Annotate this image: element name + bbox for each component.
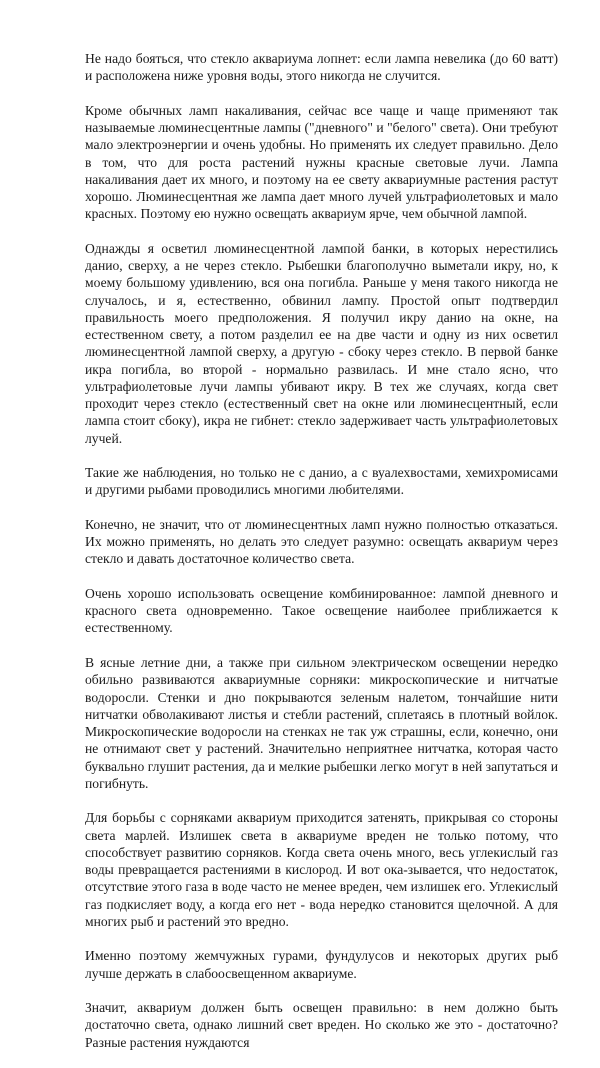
paragraph-3: Однажды я осветил люминесцентной лампой банки, в которых нерестились данио, сверху, а не через стекло. Рыбешки благополучно выметали икру, но, к моему большому удивлению, вся она погибла. Раньше у меня такого никогда не случалось, и я, естественно, обвинил лампу. Простой опыт подтвердил правильность моего предположения. Я получил икру данио на окне, на естественном свету, а потом разделил ее на две части и одну из них осветил люминесцентной лампой сверху, а другую - сбоку через стекло. В первой банке икра погибла, во второй - нормально развилась. И мне стало ясно, что ультрафиолетовые лучи лампы убивают икру. В тех же случаях, когда свет проходит через стекло (естественный свет на окне или люминесцентный, если лампа стоит сбоку), икра не гибнет: стекло задерживает часть ультрафиолетовых лучей.	[85, 240, 558, 446]
paragraph-4: Такие же наблюдения, но только не с данио, а с вуалехвостами, хемихромисами и другими рыбами проводились многими любителями.	[85, 465, 558, 498]
paragraph-8: Для борьбы с сорняками аквариум приходится затенять, прикрывая со стороны света марлей. Излишек света в аквариуме вреден не только потому, что способствует развитию сорняков. Когда света очень много, весь углекислый газ воды превращается растениями в кислород. И вот ока-зывается, что недостаток, отсутствие этого газа в воде часто не менее вреден, чем излишек его. Углекислый газ подкисляет воду, а когда его нет - вода нередко становится щелочной. А для многих рыб и растений это вредно.	[85, 810, 558, 929]
document-page	[85, 50, 558, 1068]
paragraph-5: Конечно, не значит, что от люминесцентных ламп нужно полностью отказаться. Их можно применять, но делать это следует разумно: освещать аквариум через стекло и давать достаточное количество света.	[85, 516, 558, 567]
paragraph-2: Кроме обычных ламп накаливания, сейчас все чаще и чаще применяют так называемые люминесцентные лампы ("дневного" и "белого" света). Они требуют мало электроэнергии и очень удобны. Но применять их следует правильно. Дело в том, что для роста растений нужны красные световые лучи. Лампа накаливания дает их много, и поэтому на ее свету аквариумные растения растут хорошо. Люминесцентная же лампа дает много лучей ультрафиолетовых и мало красных. Поэтому ею нужно освещать аквариум ярче, чем обычной лампой.	[85, 102, 558, 222]
paragraph-9: Именно поэтому жемчужных гурами, фундулусов и некоторых других рыб лучше держать в слабоосвещенном аквариуме.	[85, 948, 558, 981]
paragraph-7: В ясные летние дни, а также при сильном электрическом освещении нередко обильно развиваются аквариумные сорняки: микроскопические и нитчатые водоросли. Стенки и дно покрываются зеленым налетом, тончайшие нити нитчатки обволакивают листья и стебли растений, сплетаясь в плотный войлок. Микроскопические водоросли на стенках не так уж страшны, если, конечно, они не отнимают свет у растений. Значительно неприятнее нитчатка, которая часто буквально глушит растения, да и мелкие рыбешки легко могут в ней запутаться и погибнуть.	[85, 655, 558, 791]
paragraph-10: Значит, аквариум должен быть освещен правильно: в нем должно быть достаточно света, однако лишний свет вреден. Но сколько же это - достаточно? Разные растения нуждаются	[85, 1000, 558, 1050]
paragraph-6: Очень хорошо использовать освещение комбинированное: лампой дневного и красного света одновременно. Такое освещение наиболее приближается к естественному.	[85, 585, 558, 636]
paragraph-1: Не надо бояться, что стекло аквариума лопнет: если лампа невелика (до 60 ватт) и расположена ниже уровня воды, этого никогда не случится.	[85, 51, 558, 84]
